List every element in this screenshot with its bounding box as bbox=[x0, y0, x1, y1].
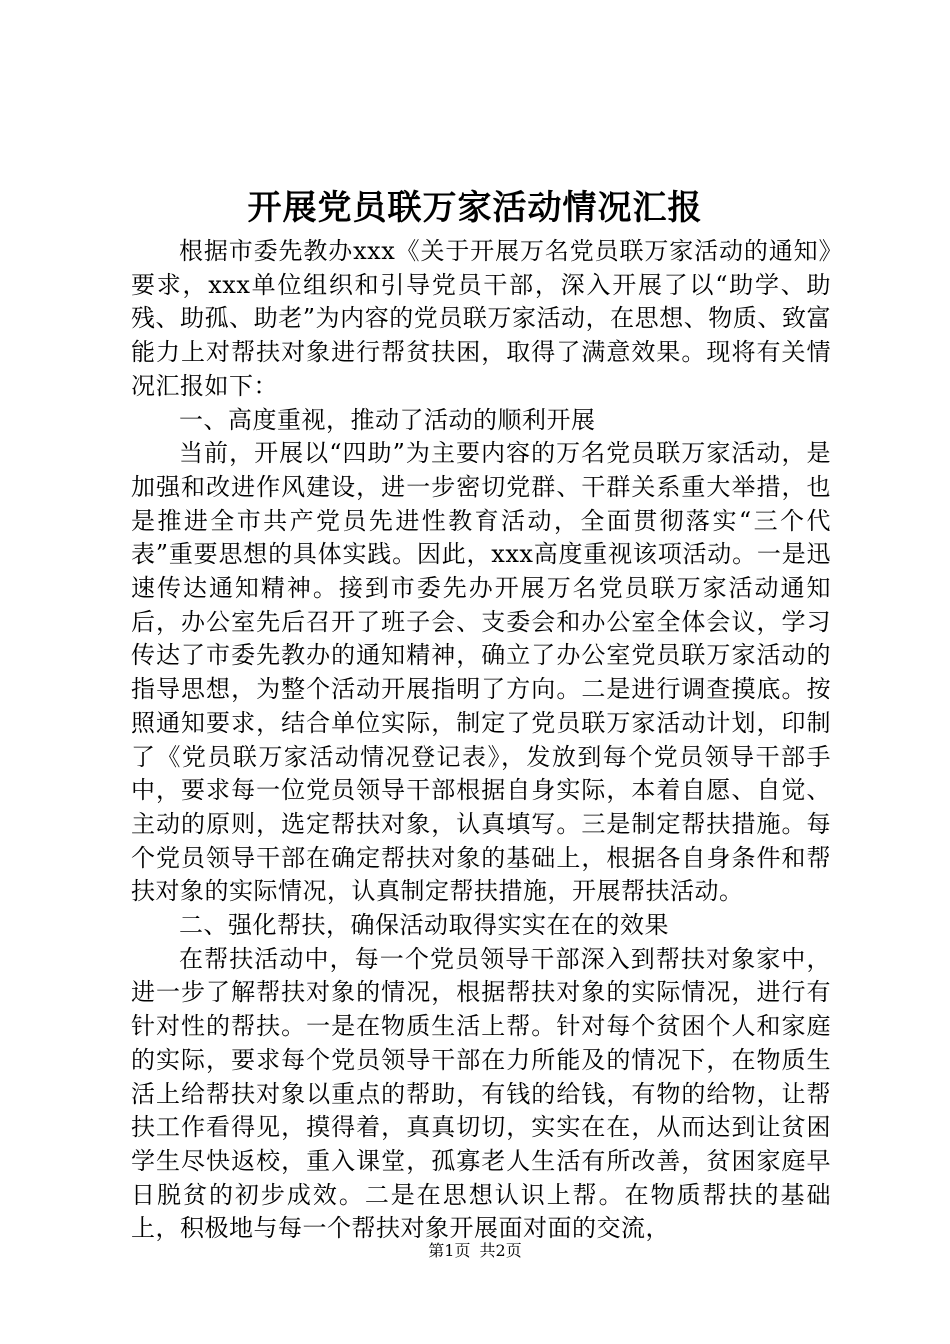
section-2-paragraph: 在帮扶活动中，每一个党员领导干部深入到帮扶对象家中，进一步了解帮扶对象的情况，根据帮扶对象的实际情况，进行有针对性的帮扶。一是在物质生活上帮。针对每个贫困个人和家庭的实际，要求每个党员领导干部在力所能及的情况下，在物质生活上给帮扶对象以重点的帮助，有钱的给钱，有物的给物，让帮扶工作看得见，摸得着，真真切切，实实在在，从而达到让贫困学生尽快返校，重入课堂，孤寡老人生活有所改善，贫困家庭早日脱贫的初步成效。二是在思想认识上帮。在物质帮扶的基础上，积极地与每一个帮扶对象开展面对面的交流， bbox=[131, 944, 831, 1243]
document-body bbox=[131, 235, 831, 1246]
section-1-paragraph: 当前，开展以“四助”为主要内容的万名党员联万家活动，是加强和改进作风建设，进一步密切党群、干群关系重大举措，也是推进全市共产党员先进性教育活动，全面贯彻落实“三个代表”重要思想的具体实践。因此，xxx高度重视该项活动。一是迅速传达通知精神。接到市委先办开展万名党员联万家活动通知后，办公室先后召开了班子会、支委会和办公室全体会议，学习传达了市委先教办的通知精神，确立了办公室党员联万家活动的指导思想，为整个活动开展指明了方向。二是进行调查摸底。按照通知要求，结合单位实际，制定了党员联万家活动计划，印制了《党员联万家活动情况登记表》，发放到每个党员领导干部手中，要求每一位党员领导干部根据自身实际，本着自愿、自觉、主动的原则，选定帮扶对象，认真填写。三是制定帮扶措施。每个党员领导干部在确定帮扶对象的基础上，根据各自身条件和帮扶对象的实际情况，认真制定帮扶措施，开展帮扶活动。 bbox=[131, 439, 831, 906]
section-heading-2: 二、强化帮扶，确保活动取得实实在在的效果 bbox=[179, 911, 669, 940]
document-title: 开展党员联万家活动情况汇报 bbox=[247, 188, 703, 228]
page-total: 共2页 bbox=[479, 1241, 522, 1260]
page-footer bbox=[0, 1240, 950, 1262]
section-heading-1: 一、高度重视，推动了活动的顺利开展 bbox=[179, 405, 596, 434]
intro-paragraph: 根据市委先教办xxx《关于开展万名党员联万家活动的通知》要求，xxx单位组织和引导党员干部，深入开展了以“助学、助残、助孤、助老”为内容的党员联万家活动，在思想、物质、致富能力上对帮扶对象进行帮贫扶困，取得了满意效果。现将有关情况汇报如下： bbox=[131, 237, 831, 400]
page-number: 第1页 bbox=[428, 1241, 471, 1260]
